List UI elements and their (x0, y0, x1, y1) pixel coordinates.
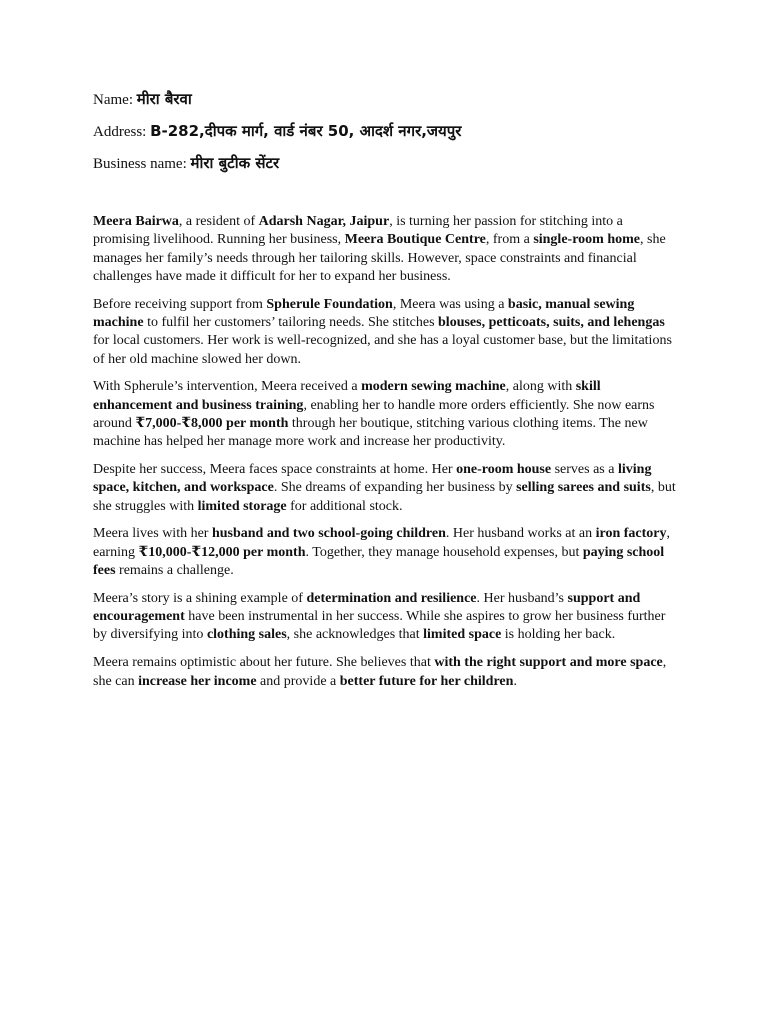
text-run: , from a (485, 232, 534, 248)
text-run: for local customers. Her work is well-recognized, and she has a loyal customer base, but the limitations of her old machine slowed her down. (93, 333, 672, 367)
text-run: . She dreams of expanding her business by (273, 480, 517, 496)
text-run: Meera remains optimistic about her future. She believes that (93, 655, 435, 671)
bold-phrase: clothing sales (206, 627, 287, 643)
text-run: remains a challenge. (115, 563, 234, 579)
text-run: With Spherule’s intervention, Meera received a (93, 379, 362, 395)
bold-phrase: paying school fees (93, 544, 665, 579)
address-line (93, 120, 693, 152)
bold-phrase: Spherule Foundation (266, 296, 393, 312)
address-label: Address: (93, 124, 151, 140)
text-run: Despite her success, Meera faces space constraints at home. Her (93, 462, 457, 478)
bold-phrase: increase her income (138, 673, 257, 689)
bold-phrase: support and encouragement (93, 590, 641, 625)
name-label: Name: (93, 92, 137, 108)
text-run: Before receiving support from (93, 296, 267, 312)
bold-phrase: Meera Bairwa (93, 214, 179, 229)
story-paragraph (93, 378, 678, 451)
bold-phrase: ₹10,000-₹12,000 per month (138, 544, 306, 560)
business-value: मीरा बुटीक सेंटर (190, 154, 280, 172)
text-run: to fulfil her customers’ tailoring needs. She stitches (143, 314, 439, 330)
bold-phrase: determination and resilience (306, 590, 477, 606)
story-paragraph (93, 461, 678, 516)
bold-phrase: selling sarees and suits (516, 480, 651, 496)
text-run: , is turning her passion for stitching into a promising livelihood. Running her business, (93, 214, 623, 248)
business-name-line (93, 152, 693, 184)
text-run: , she can (93, 655, 667, 689)
text-run: , a resident of (178, 214, 259, 229)
bold-phrase: basic, manual sewing machine (93, 296, 635, 330)
bold-phrase: husband and two school-going children (211, 526, 446, 542)
text-run: serves as a (551, 462, 618, 478)
bold-phrase: one-room house (456, 462, 552, 478)
text-run: Meera’s story is a shining example of (93, 590, 307, 606)
bold-phrase: skill enhancement and business training (93, 379, 601, 413)
text-run: , she manages her family’s needs through her tailoring skills. However, space constraints and financial challenges have made it difficult for her to expand her business. (93, 232, 666, 284)
profile-header (93, 88, 693, 184)
bold-phrase: blouses, petticoats, suits, and lehengas (438, 314, 665, 330)
bold-phrase: better future for her children (339, 673, 514, 689)
bold-phrase: living space, kitchen, and workspace (93, 462, 652, 496)
text-run: , along with (505, 379, 576, 395)
bold-phrase: Meera Boutique Centre (344, 232, 486, 248)
text-run: . Her husband’s (476, 590, 568, 606)
name-line (93, 88, 693, 120)
story-paragraph (93, 525, 678, 580)
bold-phrase: single-room home (533, 232, 640, 248)
story-paragraph (93, 213, 678, 286)
text-run: for additional stock. (286, 498, 403, 514)
text-run: . (513, 673, 517, 689)
text-run: . Her husband works at an (445, 526, 596, 542)
story-paragraph (93, 654, 678, 691)
bold-phrase: iron factory (595, 526, 667, 542)
story-paragraph (93, 590, 678, 645)
text-run: have been instrumental in her success. While she aspires to grow her business further by diversifying into (93, 609, 666, 643)
text-run: through her boutique, stitching various clothing items. The new machine has helped her manage more work and increase her productivity. (93, 415, 648, 450)
text-run: Meera lives with her (93, 526, 212, 542)
bold-phrase: ₹7,000-₹8,000 per month (135, 415, 289, 431)
text-run: is holding her back. (501, 627, 616, 643)
name-value: मीरा बैरवा (136, 90, 192, 108)
story-paragraph (93, 296, 678, 369)
text-run: , earning (93, 526, 670, 560)
address-value: B-282,दीपक मार्ग, वार्ड नंबर 50, आदर्श नगर,जयपुर (150, 122, 462, 140)
text-run: , Meera was using a (392, 296, 508, 312)
business-label: Business name: (93, 156, 191, 172)
text-run: and provide a (256, 673, 340, 689)
text-run: , enabling her to handle more orders efficiently. She now earns around (93, 397, 655, 431)
text-run: . Together, they manage household expenses, but (305, 544, 583, 560)
bold-phrase: limited storage (197, 498, 287, 514)
bold-phrase: with the right support and more space (434, 655, 663, 671)
bold-phrase: limited space (423, 627, 502, 643)
text-run: , but she struggles with (93, 480, 676, 514)
text-run: , she acknowledges that (286, 627, 424, 643)
bold-phrase: modern sewing machine (361, 379, 506, 395)
story-body (93, 213, 678, 700)
bold-phrase: Adarsh Nagar, Jaipur (258, 214, 390, 229)
